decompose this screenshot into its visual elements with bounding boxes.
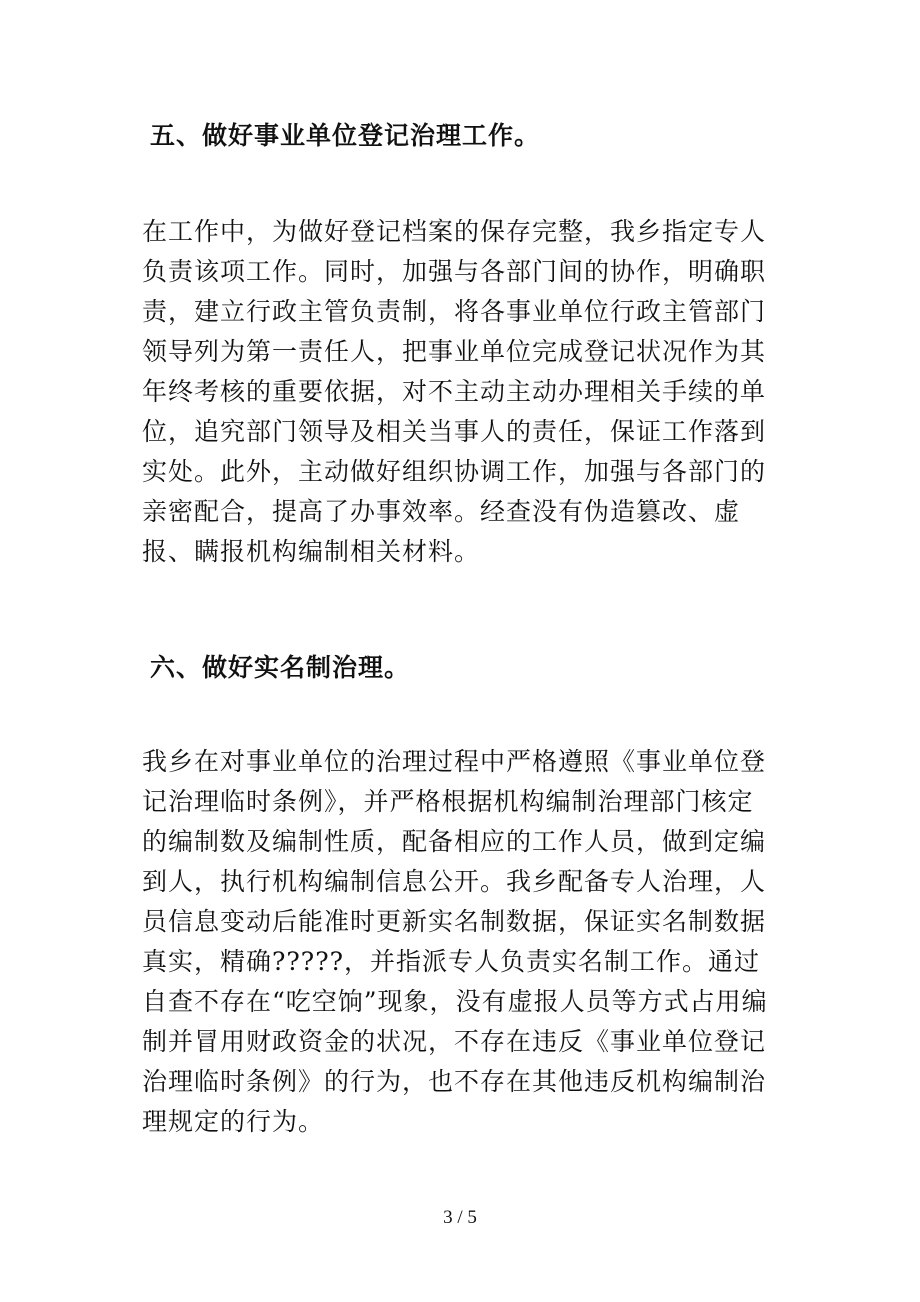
paragraph-registration: 在工作中，为做好登记档案的保存完整，我乡指定专人负责该项工作。同时，加强与各部门间的协作，明确职责，建立行政主管负责制，将各事业单位行政主管部门领导列为第一责任人，把事业单位完成登记状况作为其年终考核的重要依据，对不主动主动办理相关手续的单位，追究部门领导及相关当事人的责任，保证工作落到实处。此外，主动做好组织协调工作，加强与各部门的亲密配合，提高了办事效率。经查没有伪造篡改、虚报、瞒报机构编制相关材料。 xyxy=(142,217,767,566)
section-heading-5: 五、做好事业单位登记治理工作。 xyxy=(150,121,541,150)
page-number: 3 / 5 xyxy=(443,1207,477,1228)
paragraph-real-name: 我乡在对事业单位的治理过程中严格遵照《事业单位登记治理临时条例》，并严格根据机构编制治理部门核定的编制数及编制性质，配备相应的工作人员，做到定编到人，执行机构编制信息公开。我乡配备专人治理，人员信息变动后能准时更新实名制数据，保证实名制数据真实，精确?????，并指派专人负责实名制工作。通过自查不存在“吃空饷”现象，没有虚报人员等方式占用编制并冒用财政资金的状况，不存在违反《事业单位登记治理临时条例》的行为，也不存在其他违反机构编制治理规定的行为。 xyxy=(142,747,768,1136)
section-heading-6: 六、做好实名制治理。 xyxy=(150,653,411,682)
